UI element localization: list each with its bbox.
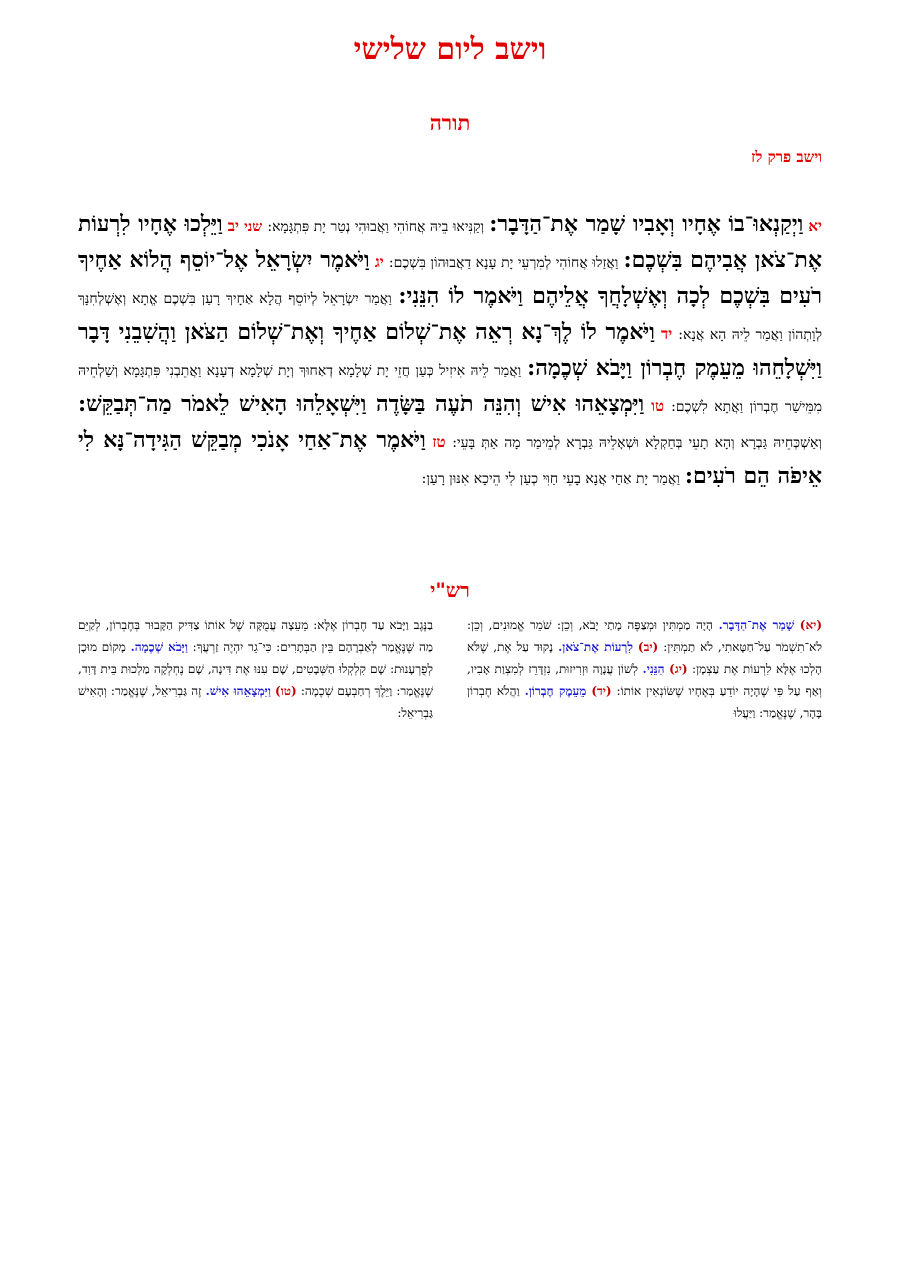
rashi-heading: וַיִּמְצָאֵהוּ אִישׁ. (205, 684, 271, 698)
verse-targum: וַאֲמַר לֵיהּ אִיזִיל כְּעַן חֲזֵי יָת שְׁלָמָא דְאַחוּךְ וְיָת שְׁלָמָא דְעָנָא וַאֲתֵבְנִי פִּתְגָּמָא וְשַׁלְחֵיהּ מִמֵּישַׁר חֶבְרוֹן וַאֲתָא לִשְׁכֶם: (78, 363, 822, 415)
rashi-title: רש"י (430, 578, 470, 602)
rashi-verse-number: (יב) (637, 640, 659, 654)
rashi-heading: לִרְעוֹת אֶת־צֹאן. (558, 640, 633, 654)
rashi-text: לְשׁוֹן עֲנָוָה וּזְרִיזוּת, נִזְדָּרֵז לְמִצְוַת אָבִיו, וְאַף עַל פִּי שֶׁהָיָה יוֹדֵעַ בְּאֶחָיו שֶׁשּׂוֹנְאִין אוֹתוֹ: (467, 662, 822, 698)
verse-number: יד (660, 325, 673, 343)
verse-hebrew: וַיֹּאמֶר יִשְׂרָאֵל אֶל־יוֹסֵף הֲלוֹא אַחֶיךָ רֹעִים בִּשְׁכֶם לְכָה וְאֶשְׁלָחֲךָ אֲלֵיהֶם וַיֹּאמֶר לוֹ הִנֵּנִי: (78, 247, 822, 309)
verse-hebrew: וַיֹּאמֶר לוֹ לֶךְ־נָא רְאֵה אֶת־שְׁלוֹם אַחֶיךָ וְאֶת־שְׁלוֹם הַצֹּאן וַהֲשִׁבֵנִי דָּבָר וַיִּשְׁלָחֵהוּ מֵעֵמֶק חֶבְרוֹן וַיָּבֹא שְׁכֶמָה: (78, 319, 822, 381)
rashi-text: מָקוֹם מוּכָן לְפֻרְעָנוּת: שָׁם קִלְקְלוּ הַשְּׁבָטִים, שָׁם עִנּוּ אֶת דִּינָה, שָׁם נֶחְלְקָה מַלְכוּת בֵּית דָּוִד, שֶׁנֶּאֱמַר: וַיֵּלֶךְ רְחַבְעָם שְׁכֶמָה: (78, 640, 434, 698)
rashi-verse-number: (יא) (799, 618, 823, 632)
verse-targum: וְאַשְׁכְּחֵיהּ גַּבְרָא וְהָא תָעֵי בְּחַקְלָא וּשְׁאָלֵיהּ גַּבְרָא לְמֵימַר מָה אַתְּ בָּעֵי: (452, 435, 822, 451)
rashi-verse-number: (טו) (275, 684, 297, 698)
rashi-text: בַנֶּגֶב וַיָּבֹא עַד חֶבְרוֹן אֶלָּא: מֵעֵצָה עֲמֻקָּה שֶׁל אוֹתוֹ צַדִּיק הַקָּבוּר בְּחֶבְרוֹן, לְקַיֵּם מַה שֶּׁנֶּאֱמַר לְאַבְרָהָם בֵּין הַבְּתָרִים: כִּי־גֵר יִהְיֶה זַרְעֲךָ: (78, 618, 433, 654)
verse-targum: וַאֲמַר יִשְׂרָאֵל לְיוֹסֵף הֲלָא אַחָיךְ רָעַן בִּשְׁכֶם אֱתָא וְאֶשְׁלְחִנָּךְ לְוָתְהוֹן וַאֲמַר לֵיהּ הָא אֲנָא: (78, 291, 822, 343)
aliyah-marker: שני (244, 219, 263, 235)
torah-text-block (78, 208, 822, 496)
rashi-heading: מֵעֵמֶק חֶבְרוֹן. (524, 684, 587, 698)
rashi-text: הָיָה מַמְתִּין וּמְצַפֶּה מָתַי יָבֹא, וְכֵן: שֹׁמֵר אֱמוּנִים, וְכֵן: לֹא־תִשְׁמֹר עַל־חַטָּאתִי, לֹא תַמְתִּין: (467, 618, 822, 654)
verse-hebrew: וַיִּמְצָאֵהוּ אִישׁ וְהִנֵּה תֹעֶה בַּשָּׂדֶה וַיִּשְׁאָלֵהוּ הָאִישׁ לֵאמֹר מַה־תְּבַקֵּשׁ: (78, 391, 645, 417)
verse-number: יב (227, 217, 239, 235)
rashi-column-left (78, 614, 433, 724)
rashi-verse-number: (יד) (591, 684, 612, 698)
verse-number: טז (432, 433, 446, 451)
verse-targum: וַאֲמַר יָת אַחַי אֲנָא בָעֵי חַוִּי כְעַן לִי הֵיכָא אִנּוּן רָעַן: (421, 471, 680, 487)
verse-targum: וְקַנִּיאוּ בֵיהּ אֲחוֹהִי וַאֲבוּהִי נְטַר יָת פִּתְגָּמָא: (267, 219, 485, 235)
rashi-heading: שָׁמַר אֶת־הַדָּבָר. (718, 618, 795, 632)
chapter-reference: וישב פרק לז (751, 148, 822, 166)
rashi-text: זֶה גַּבְרִיאֵל, שֶׁנֶּאֱמַר: וְהָאִישׁ גַּבְרִיאֵל: (78, 684, 433, 720)
verse-number: טו (651, 397, 665, 415)
rashi-text: נָקוּד עַל אֶת, שֶׁלֹּא הָלְכוּ אֶלָּא לִרְעוֹת אֶת עַצְמָן: (467, 640, 822, 676)
verse-number: יא (808, 217, 822, 235)
rashi-heading: וַיָּבֹא שְׁכֶמָה. (130, 640, 188, 654)
rashi-text: וַהֲלֹא חֶבְרוֹן בָּהָר, שֶׁנֶּאֱמַר: וַיַּעֲלוּ (467, 684, 822, 720)
rashi-heading: הִנֵּנִי. (642, 662, 665, 676)
section-title: תורה (429, 110, 471, 135)
page-title: וישב ליום שלישי (353, 32, 547, 67)
verse-hebrew: וַיֵּלְכוּ אֶחָיו לִרְעוֹת אֶת־צֹאן אֲבִיהֶם בִּשְׁכֶם: (78, 211, 822, 273)
verse-targum: וַאֲזַלוּ אֲחוֹהִי לְמִרְעֵי יָת עָנָא דַאֲבוּהוֹן בִּשְׁכֶם: (388, 255, 619, 271)
verse-hebrew: וַיֹּאמֶר אֶת־אַחַי אָנֹכִי מְבַקֵּשׁ הַגִּידָה־נָּא לִי אֵיפֹה הֵם רֹעִים: (78, 427, 822, 489)
rashi-commentary (78, 614, 822, 724)
verse-number: יג (374, 253, 384, 271)
rashi-column-right (467, 614, 822, 724)
rashi-verse-number: (יג) (669, 662, 688, 676)
verse-hebrew: וַיְקַנְאוּ־בוֹ אֶחָיו וְאָבִיו שָׁמַר אֶת־הַדָּבָר: (489, 211, 804, 237)
